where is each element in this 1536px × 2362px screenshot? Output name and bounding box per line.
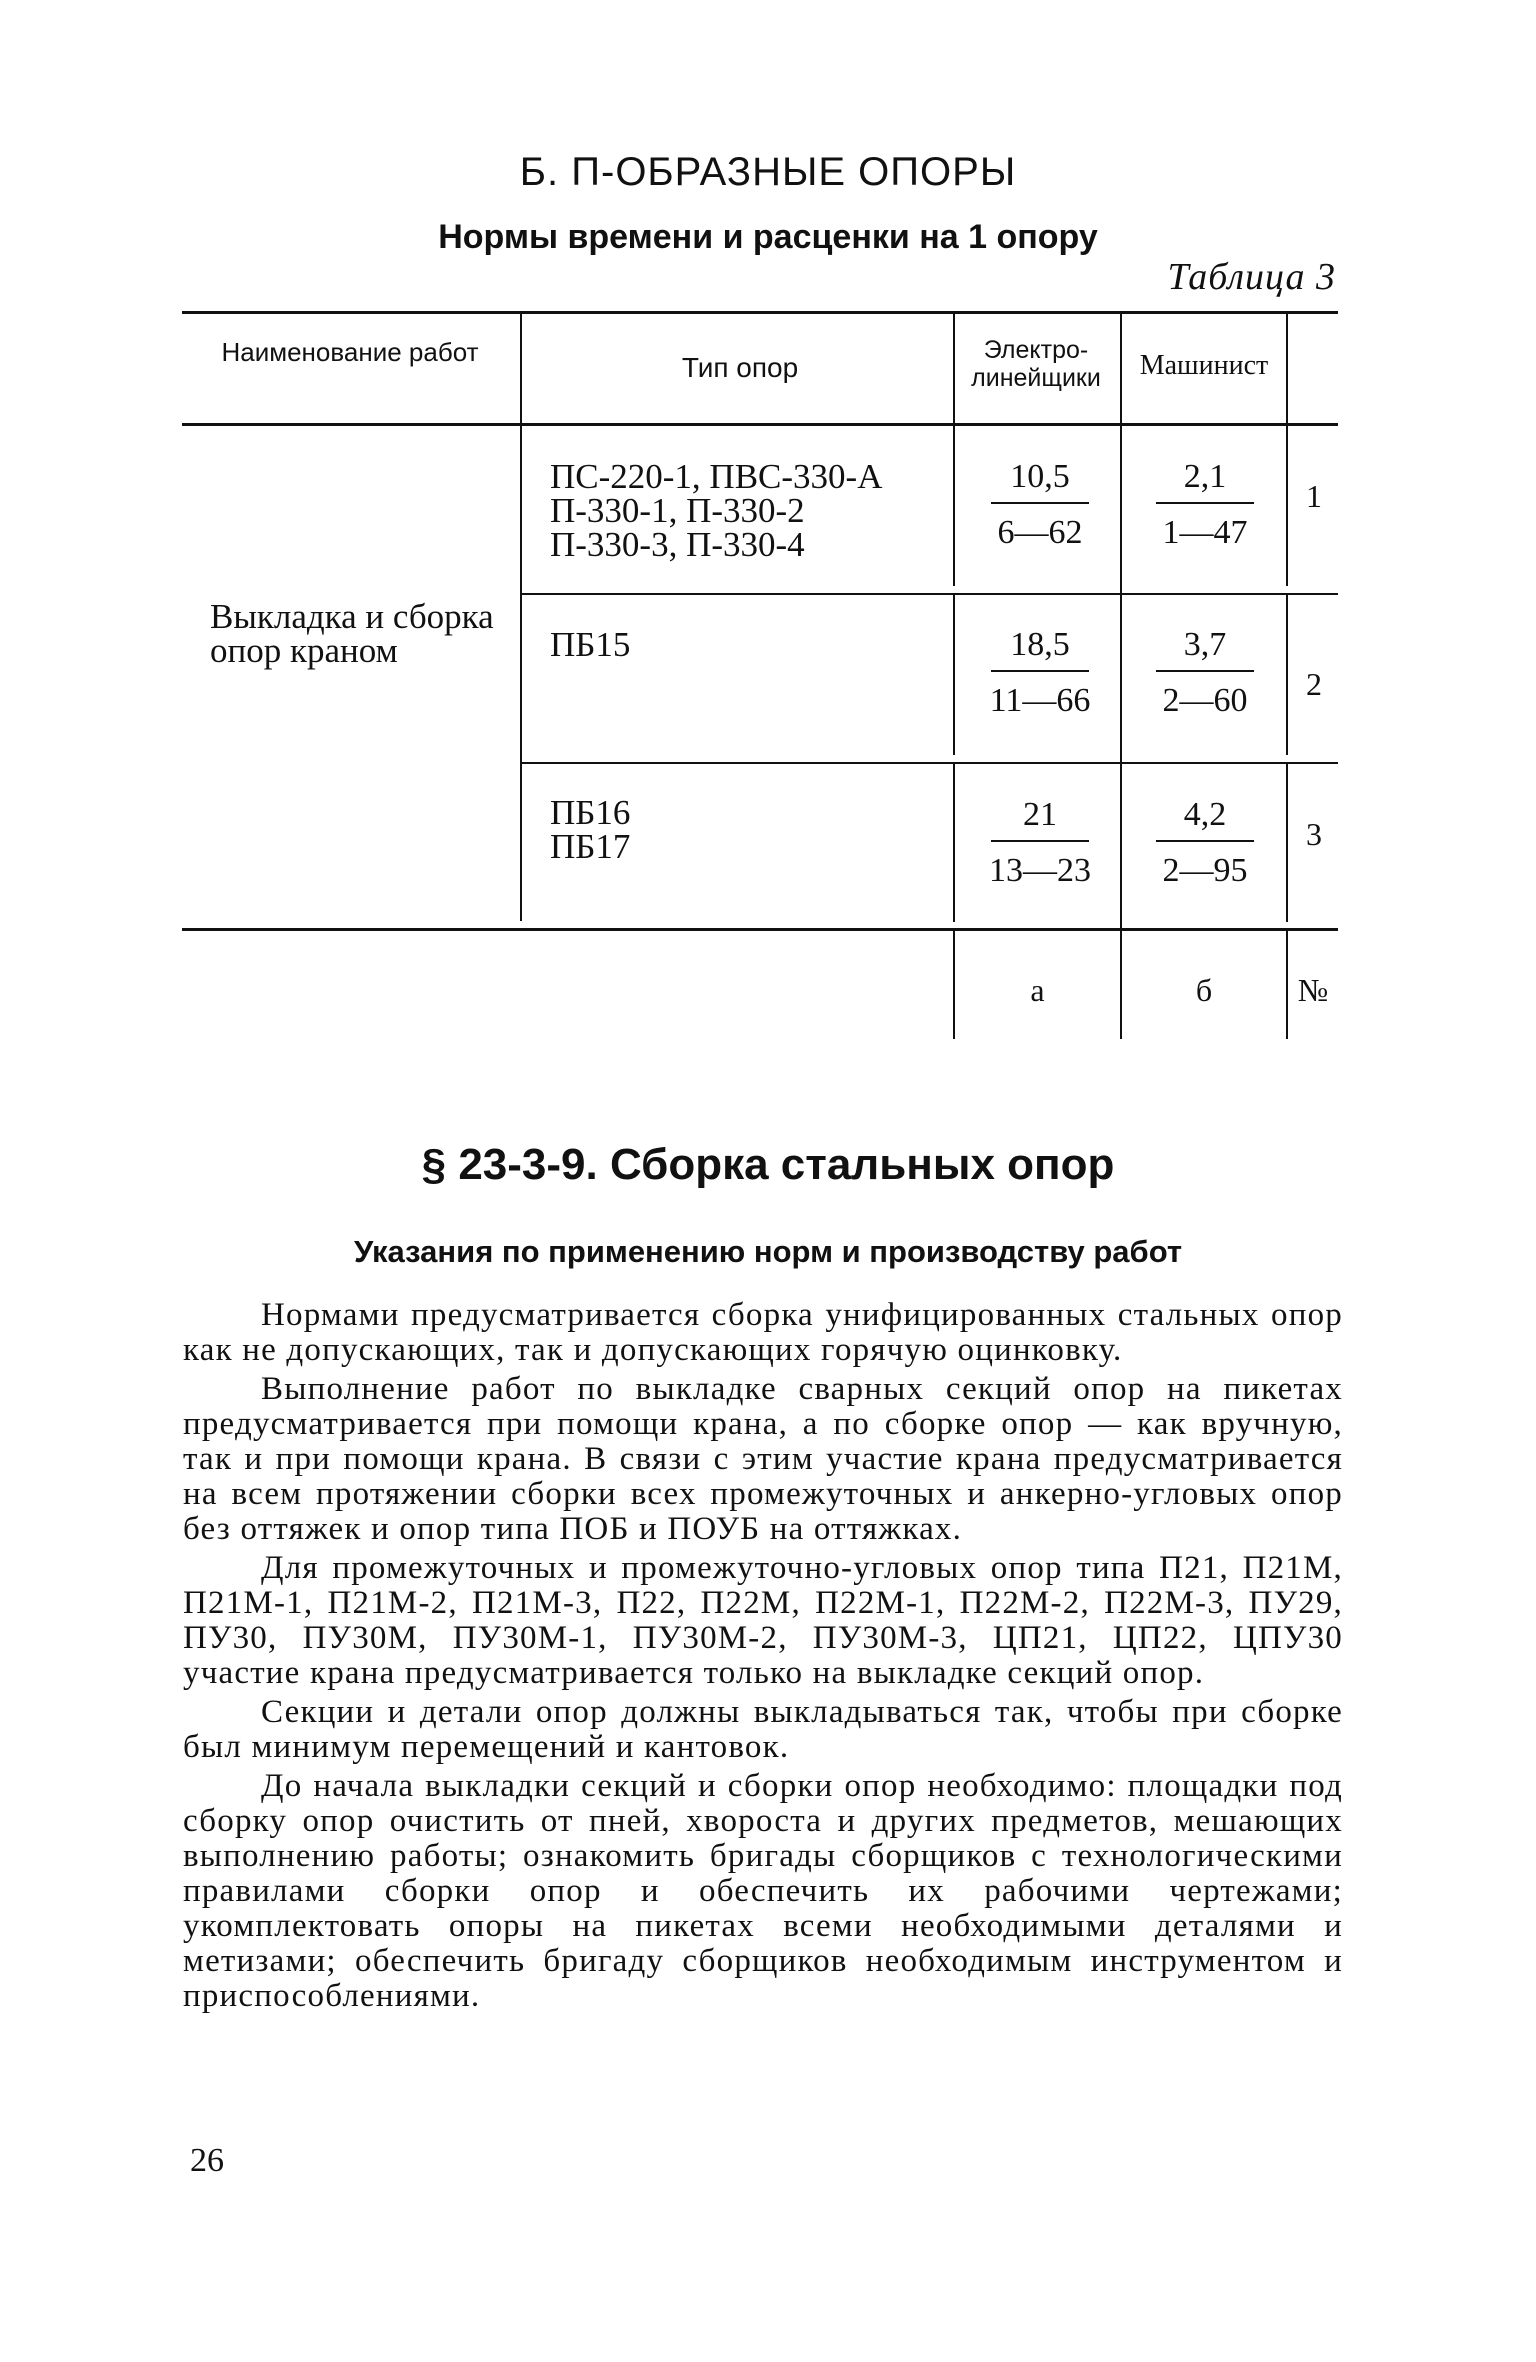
time-norm: 10,5 bbox=[1010, 458, 1070, 495]
support-type-line: П-330-1, П-330-2 bbox=[550, 491, 805, 530]
table-top-rule bbox=[182, 311, 1338, 314]
time-norm: 3,7 bbox=[1183, 626, 1227, 663]
time-norm: 4,2 bbox=[1183, 796, 1227, 833]
rate: 6—62 bbox=[997, 514, 1083, 551]
rate: 2—60 bbox=[1162, 682, 1248, 719]
electricians-norm bbox=[985, 458, 1095, 552]
fraction-bar bbox=[1156, 670, 1254, 672]
rate: 2—95 bbox=[1162, 852, 1248, 889]
paragraph-heading: § 23-3-9. Сборка стальных опор bbox=[421, 1140, 1115, 1189]
time-norm: 2,1 bbox=[1183, 458, 1227, 495]
rate: 13—23 bbox=[989, 852, 1091, 889]
support-type-line: ПС-220-1, ПВС-330-А bbox=[550, 457, 883, 496]
machinist-norm bbox=[1150, 796, 1260, 890]
row-number: 2 bbox=[1306, 666, 1322, 702]
row-divider-2 bbox=[522, 762, 1338, 764]
header-electricians: Электро-линейщики bbox=[971, 336, 1101, 392]
fraction-bar bbox=[991, 840, 1089, 842]
machinist-norm bbox=[1150, 458, 1260, 552]
paragraph: Секции и детали опор должны выкладываться так, чтобы при сборке был минимум перемещений и кантовок. bbox=[183, 1694, 1343, 1765]
paragraph: До начала выкладки секций и сборки опор необходимо: площадки под сборку опор очистить от пней, хвороста и других предметов, мешающих выполнению работы; ознакомить бригады сборщиков с технологическими правилами сборки опор и обеспечить их рабочими чертежами; укомплектовать опоры на пикетах всеми необходимыми деталями и метизами; обеспечить бригаду сборщиков необходимым инструментом и приспособлениями. bbox=[183, 1768, 1343, 2014]
work-name-cell: Выкладка и сборка опор краном bbox=[210, 597, 494, 670]
footer-col-a: а bbox=[1030, 972, 1045, 1008]
col-rule-4b bbox=[1286, 595, 1288, 755]
section-heading: Б. П-ОБРАЗНЫЕ ОПОРЫ bbox=[519, 150, 1017, 194]
header-work-name: Наименование работ bbox=[221, 337, 479, 367]
support-type-line: ПБ16 bbox=[550, 793, 631, 832]
col-rule-1 bbox=[520, 311, 522, 921]
fraction-bar bbox=[1156, 840, 1254, 842]
table-bottom-rule bbox=[182, 928, 1338, 931]
row-divider-1 bbox=[522, 593, 1338, 595]
col-rule-3 bbox=[1120, 311, 1122, 1039]
electricians-norm bbox=[985, 796, 1095, 890]
footer-col-b: б bbox=[1195, 972, 1213, 1008]
subheading: Указания по применению норм и производству работ bbox=[353, 1234, 1183, 1269]
row-number: 1 bbox=[1306, 478, 1322, 514]
paragraph: Нормами предусматривается сборка унифицированных стальных опор как не допускающих, так и допускающих горячую оцинковку. bbox=[183, 1297, 1343, 1368]
body-text bbox=[183, 1298, 1343, 2018]
paragraph: Выполнение работ по выкладке сварных секций опор на пикетах предусматривается при помощи крана, а по сборке опор — как вручную, так и при помощи крана. В связи с этим участие крана предусматривается на всем протяжении сборки всех промежуточных и анкерно-угловых опор без оттяжек и опор типа ПОБ и ПОУБ на оттяжках. bbox=[183, 1371, 1343, 1547]
fraction-bar bbox=[991, 670, 1089, 672]
machinist-norm bbox=[1150, 626, 1260, 720]
table-header-rule bbox=[182, 423, 1338, 426]
col-rule-4c bbox=[1286, 764, 1288, 922]
support-type-line: ПБ15 bbox=[550, 625, 631, 664]
col-rule-4a bbox=[1286, 311, 1288, 586]
fraction-bar bbox=[1156, 502, 1254, 504]
table-title: Нормы времени и расценки на 1 опору bbox=[438, 218, 1098, 256]
paragraph: Для промежуточных и промежуточно-угловых опор типа П21, П21М, П21М-1, П21М-2, П21М-3, П22, П22М, П22М-1, П22М-2, П22М-3, ПУ29, ПУ30, ПУ30М, ПУ30М-1, ПУ30М-2, ПУ30М-3, ЦП21, ЦП22, ЦПУ30 участие крана предусматривается только на выкладке секций опор. bbox=[183, 1550, 1343, 1691]
col-rule-2c bbox=[953, 764, 955, 922]
time-norm: 18,5 bbox=[1010, 626, 1070, 663]
page-number: 26 bbox=[190, 2142, 224, 2179]
footer-col-num: № bbox=[1297, 972, 1329, 1008]
fraction-bar bbox=[991, 502, 1089, 504]
electricians-norm bbox=[985, 626, 1095, 720]
support-type-line: П-330-3, П-330-4 bbox=[550, 525, 805, 564]
support-type-line: ПБ17 bbox=[550, 827, 631, 866]
header-support-type: Тип опор bbox=[681, 352, 799, 383]
table-label: Таблица 3 bbox=[1167, 256, 1336, 298]
time-norm: 21 bbox=[1023, 796, 1057, 833]
col-rule-2b bbox=[953, 595, 955, 755]
header-machinist: Машинист bbox=[1139, 350, 1269, 381]
rate: 1—47 bbox=[1162, 514, 1248, 551]
rate: 11—66 bbox=[989, 682, 1091, 719]
row-number: 3 bbox=[1306, 816, 1322, 852]
